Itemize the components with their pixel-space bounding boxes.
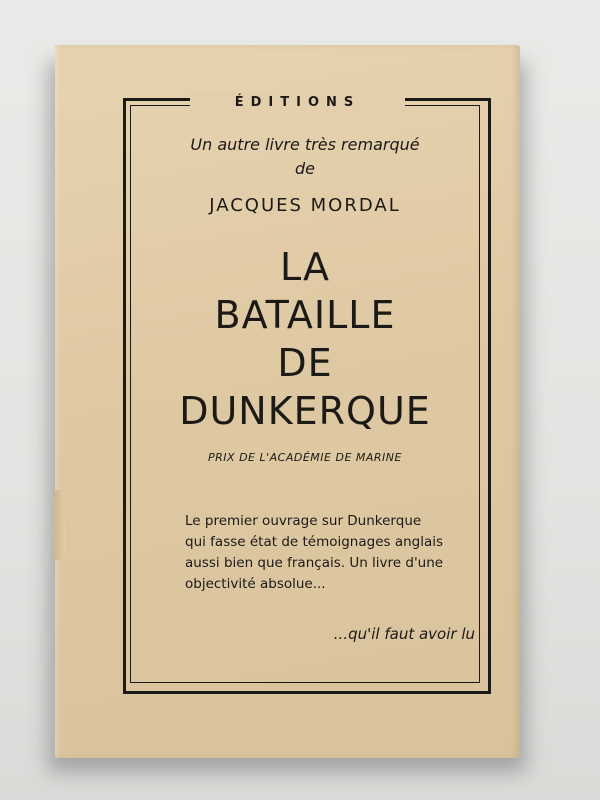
intro-text bbox=[135, 133, 475, 181]
blurb-line-3: aussi bien que français. Un livre d'une bbox=[185, 555, 444, 571]
intro-line-2: de bbox=[295, 159, 315, 178]
title-line-4: DUNKERQUE bbox=[179, 389, 431, 433]
closing-tagline: ...qu'il faut avoir lu bbox=[333, 625, 475, 643]
prize-subtitle: PRIX DE L'ACADÉMIE DE MARINE bbox=[208, 451, 402, 464]
title-line-2: BATAILLE bbox=[214, 293, 396, 337]
author-name: JACQUES MORDAL bbox=[209, 195, 401, 216]
blurb-line-2: qui fasse état de témoignages anglais bbox=[185, 534, 444, 550]
title-line-1: LA bbox=[279, 245, 331, 289]
blurb-line-4: objectivité absolue... bbox=[185, 576, 326, 592]
book-title bbox=[135, 243, 475, 435]
book-cover bbox=[55, 45, 520, 758]
title-line-3: DE bbox=[277, 341, 333, 385]
blurb-line-1: Le premier ouvrage sur Dunkerque bbox=[185, 513, 422, 529]
publisher-header: ÉDITIONS bbox=[234, 94, 361, 110]
blurb-paragraph bbox=[185, 511, 485, 595]
intro-line-1: Un autre livre très remarqué bbox=[190, 135, 420, 154]
worn-edge bbox=[53, 490, 65, 560]
